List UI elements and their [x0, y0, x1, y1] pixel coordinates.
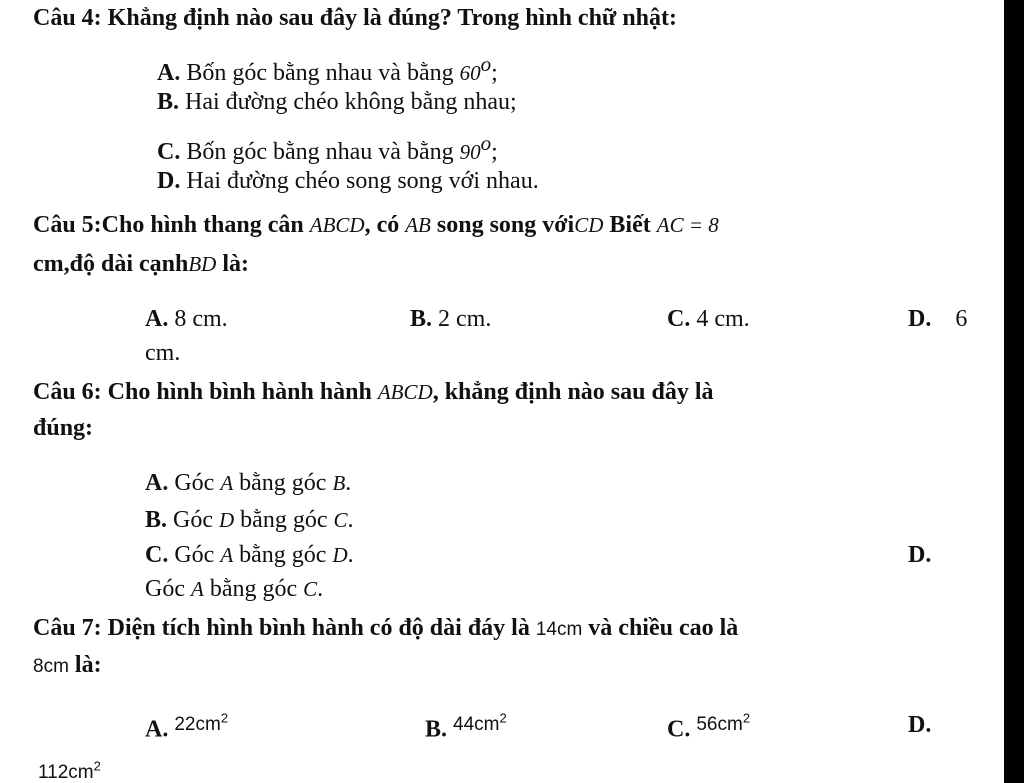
question-7-line-1 [33, 613, 738, 645]
punct: . [347, 542, 354, 568]
option-text: Góc [174, 542, 215, 568]
q6-text: Câu 6: Cho hình bình hành hành [33, 379, 372, 405]
q7-option-d-cont [38, 752, 101, 783]
option-text: bằng góc [239, 470, 327, 496]
q7-text: Câu 7: Diện tích hình bình hành có độ dài đáy là [33, 615, 530, 641]
option-text: Góc [173, 507, 213, 533]
option-value [453, 711, 507, 736]
option-label: A. [145, 470, 169, 496]
question-7-line-2 [33, 650, 102, 682]
option-label: D. [908, 712, 932, 738]
q7-text: là: [74, 652, 102, 678]
q5-option-c [667, 304, 750, 334]
math-14cm: 14cm [535, 619, 583, 640]
q5-option-d-cont: cm. [145, 340, 181, 366]
option-label: B. [157, 89, 180, 115]
math-var: A [220, 471, 234, 495]
q6-option-b [145, 505, 354, 535]
math-ac-eq: AC = 8 [656, 213, 719, 237]
q7-text: và chiều cao là [588, 615, 739, 641]
option-text: Góc [145, 576, 185, 602]
math-cd: CD [574, 213, 604, 237]
math-value: 90 [459, 140, 481, 164]
q5-option-d [908, 304, 967, 334]
value-sup: 2 [742, 711, 751, 726]
punct: . [347, 507, 354, 533]
math-value: 60 [459, 61, 481, 85]
math-superscript: o [480, 131, 492, 155]
value-text: 22cm [174, 714, 221, 736]
q5-option-b [410, 304, 491, 334]
option-text: Bốn góc bằng nhau và bằng [186, 139, 454, 165]
option-label: D. [157, 168, 181, 194]
q7-option-b [425, 710, 507, 746]
q4-option-d [157, 166, 539, 196]
value-sup: 2 [93, 759, 101, 774]
value-text: 112cm [38, 762, 94, 783]
value-text: 56cm [696, 714, 743, 736]
q4-option-a [157, 49, 498, 88]
math-var: C [333, 508, 348, 532]
q5-text: Câu 5:Cho hình thang cân [33, 212, 304, 238]
option-text: 8 cm. [174, 306, 228, 332]
value-sup: 2 [220, 711, 229, 726]
value-sup: 2 [499, 711, 507, 726]
option-text: bằng góc [239, 542, 327, 568]
q5-option-a [145, 304, 228, 334]
option-label: A. [145, 716, 169, 743]
option-label: A. [145, 306, 169, 332]
math-superscript: o [480, 52, 492, 76]
math-abcd: ABCD [309, 213, 365, 237]
punct: . [345, 470, 352, 496]
q5-text: , có [364, 212, 400, 238]
option-value [38, 759, 101, 783]
value-text: 44cm [453, 714, 500, 736]
q7-option-d [908, 710, 931, 740]
math-var: C [303, 577, 318, 601]
q4-option-c [157, 128, 498, 167]
q5-text: Biết [609, 212, 651, 238]
q5-text: cm,độ dài cạnh [33, 251, 189, 277]
q6-text: , khẳng định nào sau đây là [432, 379, 714, 405]
question-5-line-1 [33, 210, 719, 240]
question-5-line-2 [33, 249, 249, 279]
question-6-line-1 [33, 377, 714, 407]
option-text: Hai đường chéo song song với nhau. [186, 168, 539, 194]
q6-option-d [908, 540, 931, 570]
q7-option-c [667, 710, 750, 746]
q6-option-a [145, 468, 351, 498]
option-text: Bốn góc bằng nhau và bằng [186, 60, 454, 86]
option-value [174, 711, 229, 736]
option-label: D. [908, 306, 932, 332]
q5-text: là: [222, 251, 250, 277]
question-6-line-2: đúng: [33, 415, 94, 441]
option-value [696, 711, 751, 736]
math-abcd: ABCD [377, 380, 433, 404]
math-bd: BD [188, 252, 217, 276]
punct: ; [491, 60, 498, 86]
option-label: B. [425, 716, 448, 743]
option-text: 6 [955, 306, 968, 332]
q6-option-c [145, 540, 354, 570]
option-label: B. [145, 507, 168, 533]
option-label: A. [157, 60, 181, 86]
option-text: Góc [174, 470, 215, 496]
option-text: bằng góc [240, 507, 328, 533]
q6-option-d-cont [145, 574, 323, 604]
math-ab: AB [405, 213, 431, 237]
option-label: D. [908, 542, 932, 568]
option-label: C. [667, 306, 691, 332]
option-text: 2 cm. [438, 306, 492, 332]
punct: . [317, 576, 324, 602]
option-label: C. [145, 542, 169, 568]
punct: ; [491, 139, 498, 165]
q7-option-a [145, 710, 228, 746]
q4-option-b [157, 87, 517, 117]
option-text: Hai đường chéo không bằng nhau; [185, 89, 517, 115]
math-var: D [219, 508, 235, 532]
option-text: 4 cm. [696, 306, 750, 332]
option-label: C. [157, 139, 181, 165]
q5-text: song song với [436, 212, 575, 238]
option-text: bằng góc [209, 576, 298, 602]
math-var: A [220, 543, 234, 567]
option-label: C. [667, 716, 691, 743]
math-var: B [332, 471, 346, 495]
question-4-title: Câu 4: Khẳng định nào sau đây là đúng? Trong hình chữ nhật: [33, 5, 677, 31]
math-var: D [332, 543, 348, 567]
option-label: B. [410, 306, 433, 332]
math-8cm: 8cm [33, 656, 69, 677]
math-var: A [190, 577, 204, 601]
